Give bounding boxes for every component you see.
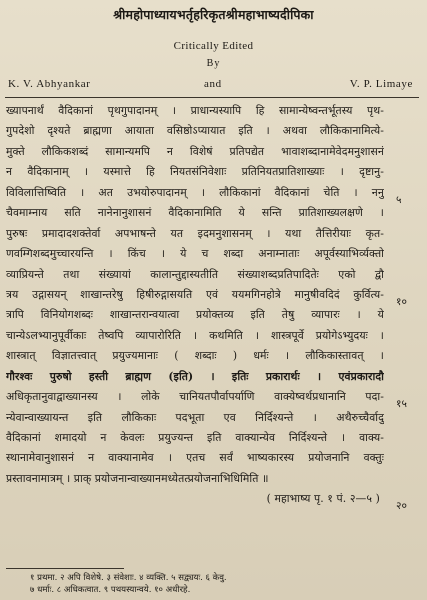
- text-line: गौरश्वः पुरुषो हस्ती ब्राह्मण (इति) । इतिः प्रकारार्थः । एवंप्रकारादौ: [6, 369, 384, 383]
- header-rule: [5, 97, 419, 98]
- text-line: गुपदेशो दृश्यते ब्राह्मणा आयाता वसिष्ठोऽप्यायात इति । अथवा लौकिकानामित्ये-: [6, 124, 384, 138]
- text-line: त्रय उद्गासयन् शाखान्तरेषु हिषीरुद्गासयति एवं ययमगिनहोत्रे मानुषीवदिदं कुर्वित्य-: [6, 287, 384, 301]
- editor-abhyankar: K. V. Abhyankar: [8, 78, 91, 90]
- text-line: ख्यापनार्थं वैदिकानां पृथगुपादानम् । प्राधान्यस्यापि हि सामान्येष्वन्तर्भूतस्य पृथ-: [6, 104, 384, 117]
- editor-conjunction: and: [204, 78, 222, 90]
- text-line: न्येवान्वाख्यायन्त इति लौकिकाः पदभूता एव निर्दिश्यन्ते । अथैरुच्चैर्वादु: [6, 410, 384, 424]
- footnote-line: ७ धर्माः. ८ अधिकत्वात. ९ पथयस्यान्वये. १० अधीरहे.: [30, 585, 191, 595]
- running-head: श्रीमहोपाध्यायभर्तृहरिकृतश्रीमहाभाष्यदीपिका: [113, 7, 314, 22]
- line-number-5: ५: [396, 194, 402, 206]
- text-line: णवम्गिशब्दमुच्चारयन्ति । किंच । ये च शब्दा अनाम्नाताः अपूर्वस्याभिर्व्यक्तो: [6, 247, 384, 261]
- footnote-rule: [6, 568, 124, 569]
- text-line: व्याप्रियन्ते तथा संख्यायां कालान्तुद्दास्यतीति संख्याशब्दप्रतिपादितेः एको द्वौ: [6, 267, 384, 281]
- text-line: मुक्ते लौकिकशब्दं सामान्यमपि न विशेषं प्रतिपद्येत भावाशब्दानामेवेदमनुशासनं: [6, 144, 384, 158]
- footnote-line: १ प्रथमा. २ अपि विशेषे. ३ संवेशाः. ४ व्यक्ति. ५ सद्व्ययः. ६ केवु.: [30, 573, 227, 583]
- text-line: चैवमाम्नाय सति नानेनानुशासनं वैदिकानामिति ये सन्ति प्रातिशाख्यलक्षणे ।: [6, 206, 384, 220]
- text-line: पुरुषः प्रमादादशक्तेर्वा अपभाषन्ते यत इदमनुशासनम् । यथा तैत्तिरीयाः कृत-: [6, 226, 384, 240]
- edition-line: Critically Edited: [173, 40, 254, 52]
- text-line: न वैदिकानाम् । यस्मात्ते हि नियतसंनिवेशाः प्रतिनियतप्रातिशाख्याः । दृष्टानु-: [6, 165, 384, 179]
- text-line: स्थानामेवानुशासनं न वाक्यानामेव । एतच सर्वं भाष्यकारस्य प्रयोजनानि वक्तुः: [6, 451, 384, 465]
- text-line: प्रस्तावनामात्रम् । प्राक् प्रयोजनान्वाख्यानमध्येतत्प्रयोजनाभिधिमिति ॥: [6, 471, 269, 485]
- by-line: By: [206, 58, 221, 69]
- footnotes: [30, 572, 419, 596]
- source-reference: ( महाभाष्य पृ. १ पं. २—५ ): [266, 492, 380, 506]
- text-line: वैदिकानां शमादयो न केवलः प्रयुज्यन्त इति वाक्यान्येव निर्दिश्यन्ते । वाक्य-: [6, 431, 384, 444]
- text-line: विविलात्तिष्विति । अत उभयोरुपादानम् । लौकिकानां वैदिकानां चेति । ननु: [6, 185, 384, 199]
- commentary-text: [6, 101, 384, 510]
- text-line: अधिकृतानुवाद्वाख्यानस्य । लोके चानियतपौर्वापर्याणि वाक्येष्वर्थप्रधानानि पदा-: [6, 390, 384, 404]
- editor-limaye: V. P. Limaye: [349, 78, 413, 90]
- text-line: त्रापि विनियोगशब्दः शाखान्तरान्वयात्वा प्रयोक्तव्य इति तेषु व्यापारः । ये: [6, 308, 384, 322]
- text-line: शास्त्रात् विज्ञातत्त्वात् प्रयुज्यमानाः ( शब्दाः ) धर्मः । लौकिकास्तावत् ।: [6, 349, 384, 363]
- line-number-20: २०: [396, 500, 407, 512]
- line-number-15: १५: [396, 398, 407, 410]
- text-line: चान्येऽलभ्यानुपूर्वीकाः तेष्वपि व्यापारोरिति । कथमिति । शास्त्रपूर्वे प्रयोगेऽभ्युदयः ।: [6, 328, 384, 342]
- line-number-10: १०: [396, 296, 407, 308]
